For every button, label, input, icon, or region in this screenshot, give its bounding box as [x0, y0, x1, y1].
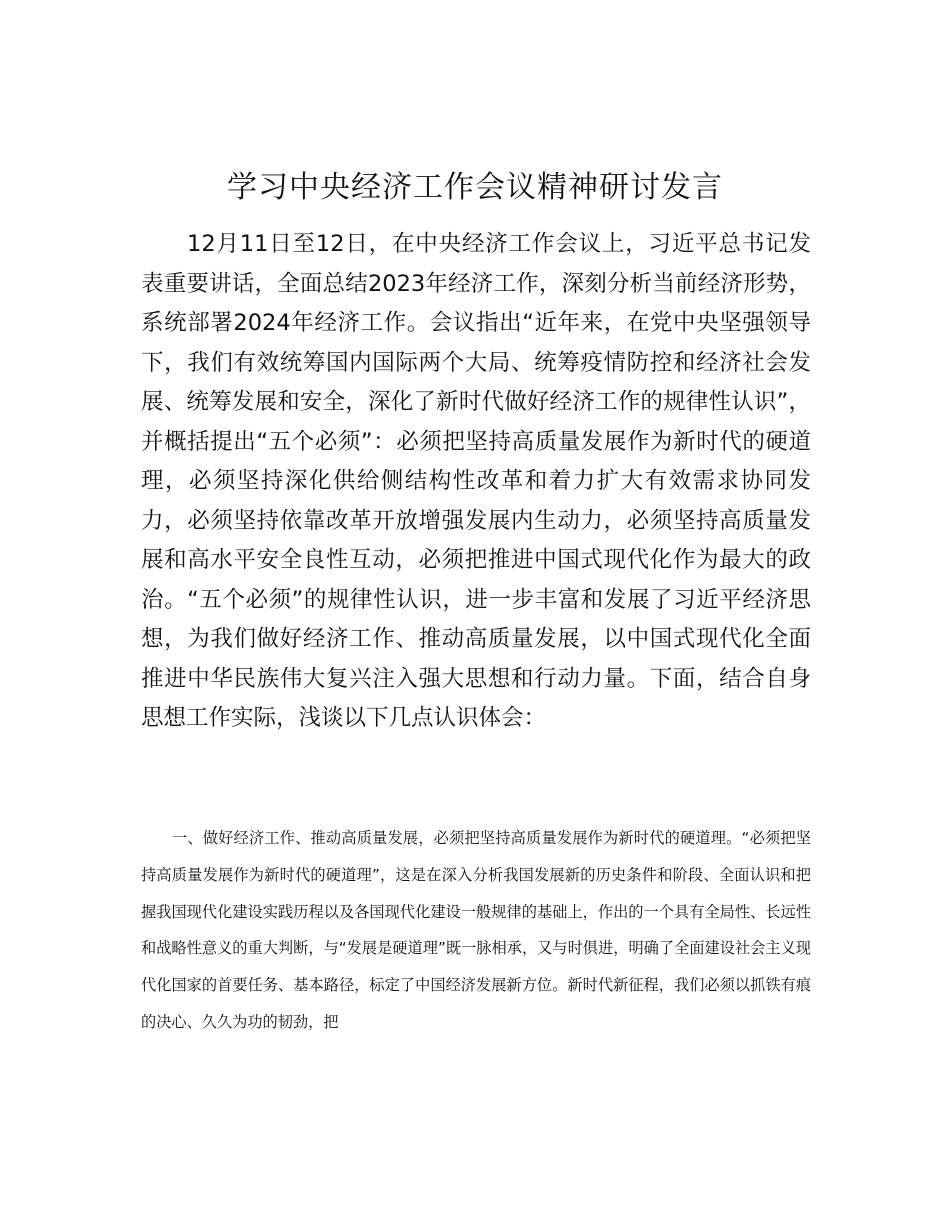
intro-paragraph: 12月11日至12日，在中央经济工作会议上，习近平总书记发表重要讲话，全面总结2023年经济工作，深刻分析当前经济形势，系统部署2024年经济工作。会议指出“近年来，在党中央坚强领导下，我们有效统筹国内国际两个大局、统筹疫情防控和经济社会发展、统筹发展和安全，深化了新时代做好经济工作的规律性认识”，并概括提出“五个必须”：必须把坚持高质量发展作为新时代的硬道理，必须坚持深化供给侧结构性改革和着力扩大有效需求协同发力，必须坚持依靠改革开放增强发展内生动力，必须坚持高质量发展和高水平安全良性互动，必须把推进中国式现代化作为最大的政治。“五个必须”的规律性认识，进一步丰富和发展了习近平经济思想，为我们做好经济工作、推动高质量发展，以中国式现代化全面推进中华民族伟大复兴注入强大思想和行动力量。下面，结合自身思想工作实际，浅谈以下几点认识体会：	[141, 231, 811, 731]
document-title: 学习中央经济工作会议精神研讨发言	[227, 170, 723, 205]
section-one-paragraph: 一、做好经济工作、推动高质量发展，必须把坚持高质量发展作为新时代的硬道理。“必须把坚持高质量发展作为新时代的硬道理”，这是在深入分析我国发展新的历史条件和阶段、全面认识和把握我国现代化建设实践历程以及各国现代化建设一般规律的基础上，作出的一个具有全局性、长远性和战略性意义的重大判断，与“发展是硬道理”既一脉相承，又与时俱进，明确了全面建设社会主义现代化国家的首要任务、基本路径，标定了中国经济发展新方位。新时代新征程，我们必须以抓铁有痕的决心、久久为功的韧劲，把	[141, 829, 811, 1031]
